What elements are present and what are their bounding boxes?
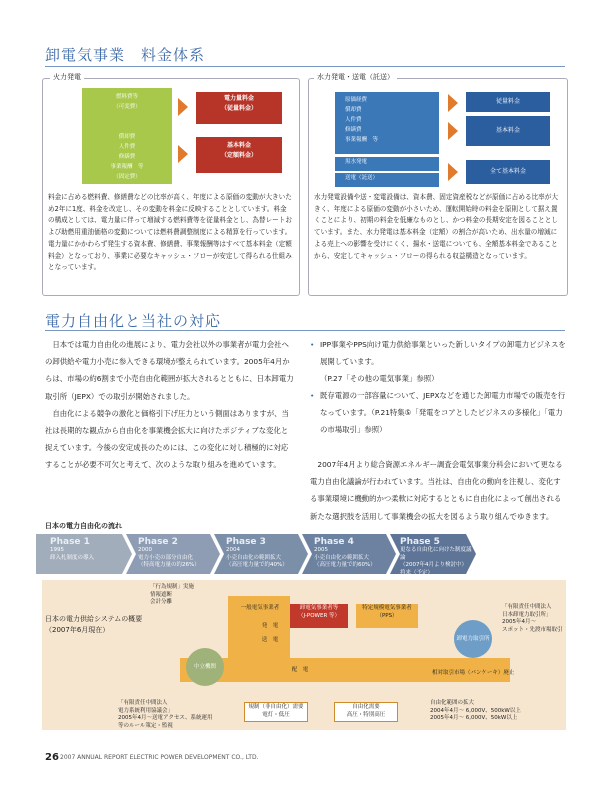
box-line: （J-POWER 等）: [297, 613, 341, 619]
timeline-title: 日本の電力自由化の流れ: [45, 522, 122, 530]
box-line: 燃料費等: [115, 94, 138, 100]
phase-desc: （高圧電力量で約40%）: [226, 562, 288, 568]
note-line: 日本卸電力取引所」: [502, 611, 552, 618]
jpower-box: [290, 604, 348, 628]
system-title-text: 日本の電力供給システムの概要: [45, 615, 143, 623]
box-line: （可変費）: [113, 104, 141, 110]
phase-year: 2005: [314, 547, 328, 553]
bullet-text: IPP事業やPPS向け電力供給事業といった新しいタイプの卸電力ビジネスを展開しています。: [320, 340, 566, 367]
phase-desc: 小売自由化の範囲拡大: [314, 554, 370, 561]
arrow-icon: [178, 98, 188, 116]
box-line: 規制（非自由化）需要: [248, 704, 304, 710]
box-line: （従量料金）: [220, 105, 257, 112]
box-line: 事業報酬 等: [110, 164, 144, 170]
phase-1: [50, 537, 122, 562]
phase-year: 1995: [50, 547, 64, 553]
phase-year: 2004: [226, 547, 240, 553]
phase-desc: （特高電力量の約26%）: [138, 562, 200, 568]
system-subtitle: （2007年6月現在）: [45, 626, 110, 634]
phase-desc: 更なる自由化に向けた制度議論: [400, 547, 472, 561]
section-rule: [45, 330, 565, 331]
phase-year: 2000: [138, 547, 152, 553]
note-line: 会計分離: [150, 599, 173, 605]
note-line: 「行為規制」実施: [150, 584, 195, 590]
box-line: 人件費: [345, 117, 362, 123]
box-line: 基本料金: [226, 142, 251, 149]
coordination-note: [118, 700, 213, 730]
bullet-item: [310, 387, 566, 439]
phase-desc: 小売自由化の範囲拡大: [226, 554, 282, 561]
pumped-hydro-box: 黒水発電: [335, 157, 439, 171]
phase-name: Phase 4: [314, 537, 354, 547]
box-line: 原価経費: [345, 97, 368, 103]
bullet-text: 既存電源の一部容量について、JEPXなどを通じた卸電力市場での販売を行なっています。（P.21特集⑤「発電をコアとしたビジネスの多様化」「電力の市場取引」参照）: [320, 391, 566, 435]
phase-desc: （高圧電力量で約60%）: [314, 562, 376, 568]
hydro-description: 水力発電設備や送・変電設備は、資本費、固定資産税などが原価に占める比率が大きく、年度による原価の変動が小さいため、運転開始時の料金を原則として据え置くことにより、初期の料金を低廉なものとし、かつ料金の長期安定を図ることとしています。また、水力発電は基本料金（定額）の割合が高いため、出水量の増減による売上への影響を受けにくく、揚水・送電についても、全額基本料金であることから、安定してキャッシュ・フローの得られる収益構造となっています。: [314, 193, 558, 260]
box-line: （PPS）: [376, 613, 398, 619]
pps-box: [356, 604, 418, 628]
bullet-item: [310, 336, 566, 388]
box-line: 自由化需要: [352, 704, 380, 710]
transmission-box: 送電（託送）: [335, 173, 439, 187]
liberalization-body-left: 日本では電力自由化の進展により、電力会社以外の事業者が電力会社への卸供給や電力小売に参入できる環境が整えられています。2005年4月からは、市場の約6割まで小売自由化範囲が拡大されるとともに、日本卸電力取引所（JEPX）での取引が開始されました。 自由化による競争の激化と価格引下げ圧力という側面はありますが、当社は長期的な観点から自由化を事業機会拡大に向けたポジティブな変化と捉えています。今後の安定成長のためには、この変化に対し積極的に対応することが必要不可欠と考えて、次のような取り組みを進めています。: [45, 340, 294, 470]
general-utility-label: 一般電気事業者: [240, 605, 280, 611]
arrow-icon: [178, 145, 188, 163]
generation-label: 発 電: [261, 623, 279, 629]
phase-4: [314, 537, 394, 570]
hydro-energy-charge: 従量料金: [466, 92, 550, 112]
section-rule: [45, 66, 565, 67]
phase-5: [400, 537, 476, 577]
section-title-rates: 卸電気事業 料金体系: [45, 46, 206, 64]
note-line: スポット・先渡市場取引: [502, 626, 563, 633]
thermal-label: 火力発電: [50, 72, 84, 82]
thermal-description: 料金に占める燃料費、修繕費などの比率が高く、年度による原価の変動が大きいため2年に1度、料金を改定し、その変動を料金に反映することとしています。料金の構成としては、電力量に伴って増減する燃料費等を従量料金とし、為替レートおよび助燃用重油価格の変動については燃料費調整制度による精算を行っています。電力量にかかわらず発生する資本費、修繕費、事業報酬等はすべて基本料金（定額料金）となっており、事業に必要なキャッシュ・フローが安定して得られる仕組みとなっています。: [48, 193, 292, 272]
arrow-icon: [448, 163, 458, 181]
phase-name: Phase 3: [226, 537, 266, 547]
phase-desc: 電力小売の部分自由化: [138, 554, 194, 561]
box-line: 修繕費: [118, 154, 136, 160]
box-line: （固定費）: [113, 174, 141, 180]
liberalization-body-right: 2007年4月より総合資源エネルギー調査会電気事業分科会において更なる電力自由化議論が行われています。当社は、自由化の動向を注視し、変化する事業環境に機動的かつ柔軟に対応するとともに自由化によって創出される新たな選択肢を活用して事業機会の拡大を図るよう取り組んでゆきます。: [310, 460, 563, 521]
phase-desc: （2007年4月より検討中）: [400, 562, 467, 568]
bullet-reference: （P.27「その他の電気事業」参照）: [320, 374, 439, 384]
section-title-liberalization: 電力自由化と当社の対応: [45, 312, 222, 330]
thermal-fixed-cost-box: [82, 128, 172, 184]
box-line: 人件費: [118, 144, 136, 150]
regulation-note: [150, 584, 194, 607]
bullet-icon: •: [310, 340, 315, 349]
hydro-base-charge: 基本料金: [466, 116, 550, 146]
box-line: 償却費: [345, 107, 362, 113]
box-line: 電力量料金: [223, 95, 254, 102]
box-line: 高圧・特別高圧: [346, 712, 386, 718]
arrow-icon: [448, 94, 458, 112]
box-line: 特定規模電気事業者: [362, 605, 412, 611]
page-number: 26: [45, 752, 59, 763]
range-line: 2005年4月〜 6,000V、50kW以上: [430, 715, 518, 721]
phase-desc: 将来（予定）: [400, 569, 434, 576]
energy-charge-box: [196, 92, 282, 124]
note-line: 「有限責任中間法人: [118, 700, 168, 706]
hydro-all-base-charge: 全て基本料金: [466, 160, 550, 184]
neutral-body-label: 中立機関: [193, 664, 216, 670]
box-line: 事業報酬 等: [345, 137, 379, 143]
note-line: 等のルール策定・監視: [118, 722, 173, 729]
phase-desc: 卸入札制度の導入: [50, 554, 95, 561]
note-line: 2005年4月〜送電アクセス、系統運用: [118, 715, 213, 721]
transmission-label: 送 電: [261, 637, 279, 643]
note-line: 2005年4月〜: [502, 619, 536, 625]
note-line: 「有限責任中間法人: [502, 604, 552, 610]
phase-2: [138, 537, 218, 570]
box-line: 償却費: [118, 134, 136, 140]
hydro-label: 水力発電・送電（託送）: [314, 72, 397, 82]
note-line: 情報遮断: [150, 591, 173, 598]
system-title: [45, 614, 142, 636]
base-charge-box: [196, 137, 282, 173]
phase-name: Phase 1: [50, 537, 90, 547]
phase-3: [226, 537, 306, 570]
range-title: 自由化範囲の拡大: [430, 700, 475, 706]
box-line: 電灯・低圧: [262, 712, 290, 718]
bullet-icon: •: [310, 391, 315, 400]
note-line: 電力系統利用協議会」: [118, 707, 174, 714]
box-line: （定額料金）: [220, 152, 257, 159]
exchange-label: 卸電力取引所: [456, 636, 490, 642]
thermal-variable-cost-box: [82, 88, 172, 130]
bilateral-note: 相対取引市場（バンケーキ）廃止: [432, 670, 515, 676]
footer-text: 2007 ANNUAL REPORT ELECTRIC POWER DEVELOPMENT CO., LTD.: [60, 754, 259, 761]
box-line: 修繕費: [345, 127, 362, 133]
distribution-label: 配 電: [291, 667, 309, 673]
range-line: 2004年4月〜 6,000V、500kW以上: [430, 707, 521, 714]
hydro-cost-box: [335, 92, 439, 154]
box-line: 卸電気事業者等: [299, 605, 339, 611]
jepx-note: [502, 604, 563, 634]
arrow-icon: [448, 122, 458, 140]
free-demand-box: [334, 702, 398, 722]
range-expansion: [430, 700, 521, 723]
regulated-demand-box: [244, 702, 308, 722]
phase-name: Phase 5: [400, 537, 440, 547]
phase-name: Phase 2: [138, 537, 178, 547]
